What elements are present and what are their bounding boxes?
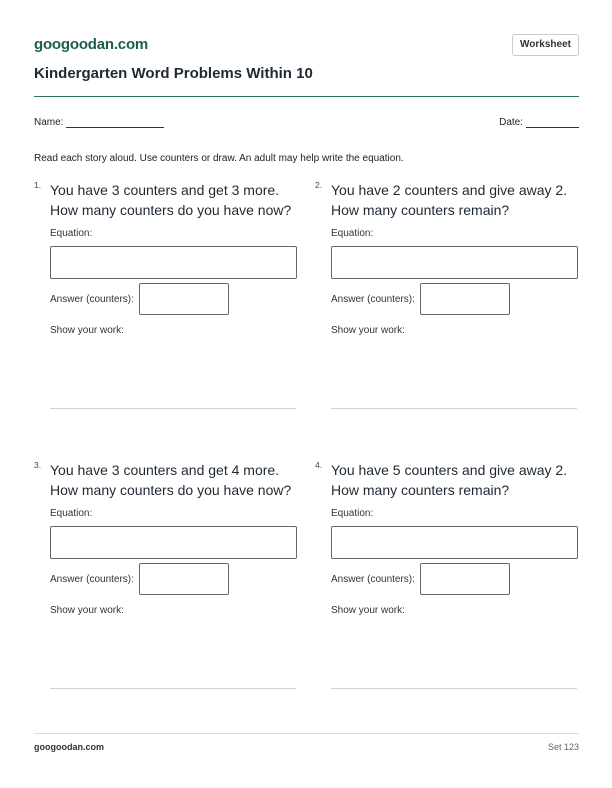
- equation-input[interactable]: [50, 246, 297, 279]
- worksheet-badge: Worksheet: [512, 34, 579, 56]
- equation-input[interactable]: [331, 526, 578, 559]
- problem-text: You have 3 counters and get 4 more. How many counters do you have now?: [50, 462, 292, 498]
- answer-label: Answer (counters):: [331, 574, 415, 585]
- equation-input[interactable]: [50, 526, 297, 559]
- work-area-line[interactable]: [331, 688, 577, 689]
- answer-input[interactable]: [420, 283, 510, 315]
- name-field: [34, 115, 164, 128]
- equation-label: Equation:: [50, 228, 93, 239]
- answer-input[interactable]: [139, 563, 229, 595]
- problem-text: You have 3 counters and get 3 more. How many counters do you have now?: [50, 182, 292, 218]
- footer-site[interactable]: googoodan.com: [34, 742, 104, 752]
- work-label: Show your work:: [331, 325, 405, 336]
- problem-text: You have 2 counters and give away 2. How many counters remain?: [331, 182, 568, 218]
- answer-input[interactable]: [420, 563, 510, 595]
- problem-number: 2.: [315, 180, 323, 190]
- equation-label: Equation:: [331, 228, 374, 239]
- equation-label: Equation:: [50, 508, 93, 519]
- name-label: Name:: [34, 117, 64, 128]
- work-area-line[interactable]: [50, 408, 296, 409]
- page-title: Kindergarten Word Problems Within 10: [34, 65, 313, 82]
- date-line[interactable]: [526, 115, 579, 128]
- problem-number: 1.: [34, 180, 42, 190]
- date-field: [499, 115, 579, 128]
- work-area-line[interactable]: [331, 408, 577, 409]
- equation-input[interactable]: [331, 246, 578, 279]
- answer-label: Answer (counters):: [50, 294, 134, 305]
- problem-number: 3.: [34, 460, 42, 470]
- brand-logo-text[interactable]: googoodan.com: [34, 36, 149, 53]
- worksheet-page: [34, 0, 579, 788]
- header-divider: [34, 96, 579, 97]
- answer-label: Answer (counters):: [50, 574, 134, 585]
- answer-input[interactable]: [139, 283, 229, 315]
- answer-label: Answer (counters):: [331, 294, 415, 305]
- footer-divider: [34, 733, 579, 734]
- problem-text: You have 5 counters and give away 2. How many counters remain?: [331, 462, 568, 498]
- work-label: Show your work:: [50, 605, 124, 616]
- work-area-line[interactable]: [50, 688, 296, 689]
- instructions: Read each story aloud. Use counters or draw. An adult may help write the equation.: [34, 153, 404, 164]
- problem-number: 4.: [315, 460, 323, 470]
- work-label: Show your work:: [50, 325, 124, 336]
- work-label: Show your work:: [331, 605, 405, 616]
- date-label: Date:: [499, 117, 523, 128]
- equation-label: Equation:: [331, 508, 374, 519]
- footer-set-number: Set 123: [547, 742, 579, 752]
- name-line[interactable]: [66, 115, 164, 128]
